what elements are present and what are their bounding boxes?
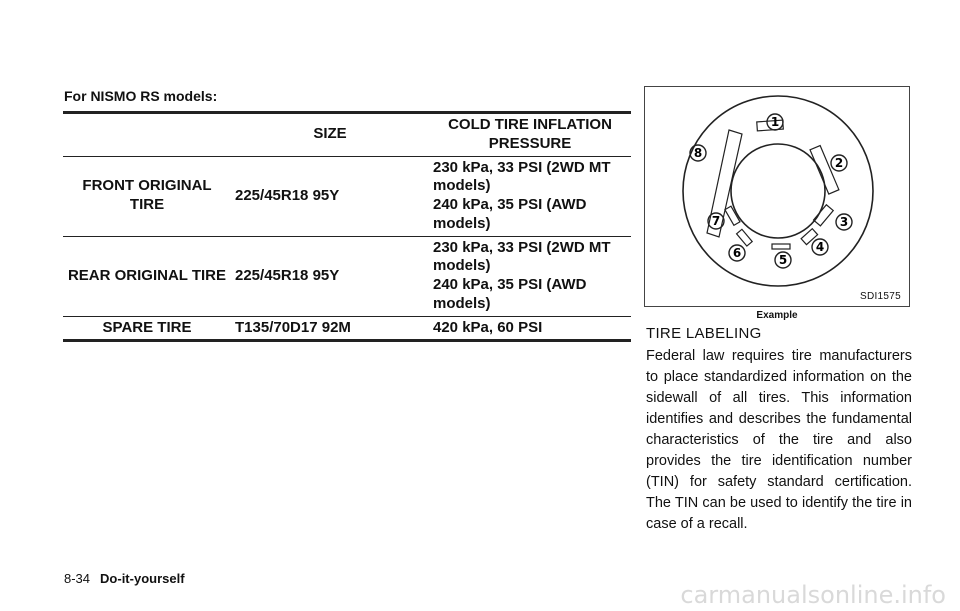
header-pressure: COLD TIRE INFLATION PRESSURE (429, 113, 631, 157)
watermark: carmanualsonline.info (680, 581, 946, 609)
tire-sidewall-figure (644, 86, 910, 307)
callout-2: 2 (834, 156, 844, 170)
pressure-line: 240 kPa, 35 PSI (AWD models) (433, 276, 587, 312)
row-label: SPARE TIRE (63, 316, 231, 341)
pressure-line: 230 kPa, 33 PSI (2WD MT models) (433, 238, 611, 275)
row-pressure (429, 236, 631, 316)
pressure-line: 240 kPa, 35 PSI (AWD models) (433, 196, 587, 232)
footer-section: Do-it-yourself (100, 571, 185, 586)
table-header-row (63, 113, 631, 157)
table-caption: For NISMO RS models: (64, 88, 218, 104)
tire-inner-circle (731, 144, 825, 238)
sidewall-label-3 (814, 205, 834, 226)
table-row (63, 156, 631, 236)
sidewall-label-5 (772, 244, 790, 249)
header-size: SIZE (231, 113, 429, 157)
section-body: Federal law requires tire manufacturers to place standardized information on the sidewall of all tires. This information identifies and describes the fundamental characteristics of the tire and also provides the tire identification number (TIN) for safety standard certification. The TIN can be used to identify the tire in case of a recall. (646, 348, 912, 532)
pressure-line: 230 kPa, 33 PSI (2WD MT models) (433, 158, 611, 195)
figure-caption: Example (756, 310, 798, 321)
sidewall-label-6 (737, 229, 753, 246)
header-blank (63, 113, 231, 157)
tire-sidewall-diagram (645, 87, 909, 306)
row-size: T135/70D17 92M (231, 316, 429, 341)
tire-pressure-table (63, 111, 631, 342)
row-pressure (429, 156, 631, 236)
table-row (63, 316, 631, 341)
callout-8: 8 (693, 146, 703, 160)
row-label: FRONT ORIGINAL TIRE (82, 177, 212, 213)
row-pressure (429, 316, 631, 341)
section-title: TIRE LABELING (646, 325, 762, 342)
table-row (63, 236, 631, 316)
page-number: 8-34 (64, 571, 91, 586)
figure-code: SDI1575 (859, 291, 901, 302)
callout-4: 4 (815, 240, 825, 254)
callout-3: 3 (839, 215, 849, 229)
row-size: 225/45R18 95Y (235, 186, 340, 204)
pressure-line: 420 kPa, 60 PSI (433, 318, 543, 336)
callout-7: 7 (711, 214, 721, 228)
row-size: 225/45R18 95Y (231, 236, 429, 316)
page-footer (64, 571, 185, 586)
row-label: REAR ORIGINAL TIRE (63, 236, 231, 316)
callout-6: 6 (732, 246, 742, 260)
callout-1: 1 (770, 115, 780, 129)
callout-5: 5 (778, 253, 788, 267)
